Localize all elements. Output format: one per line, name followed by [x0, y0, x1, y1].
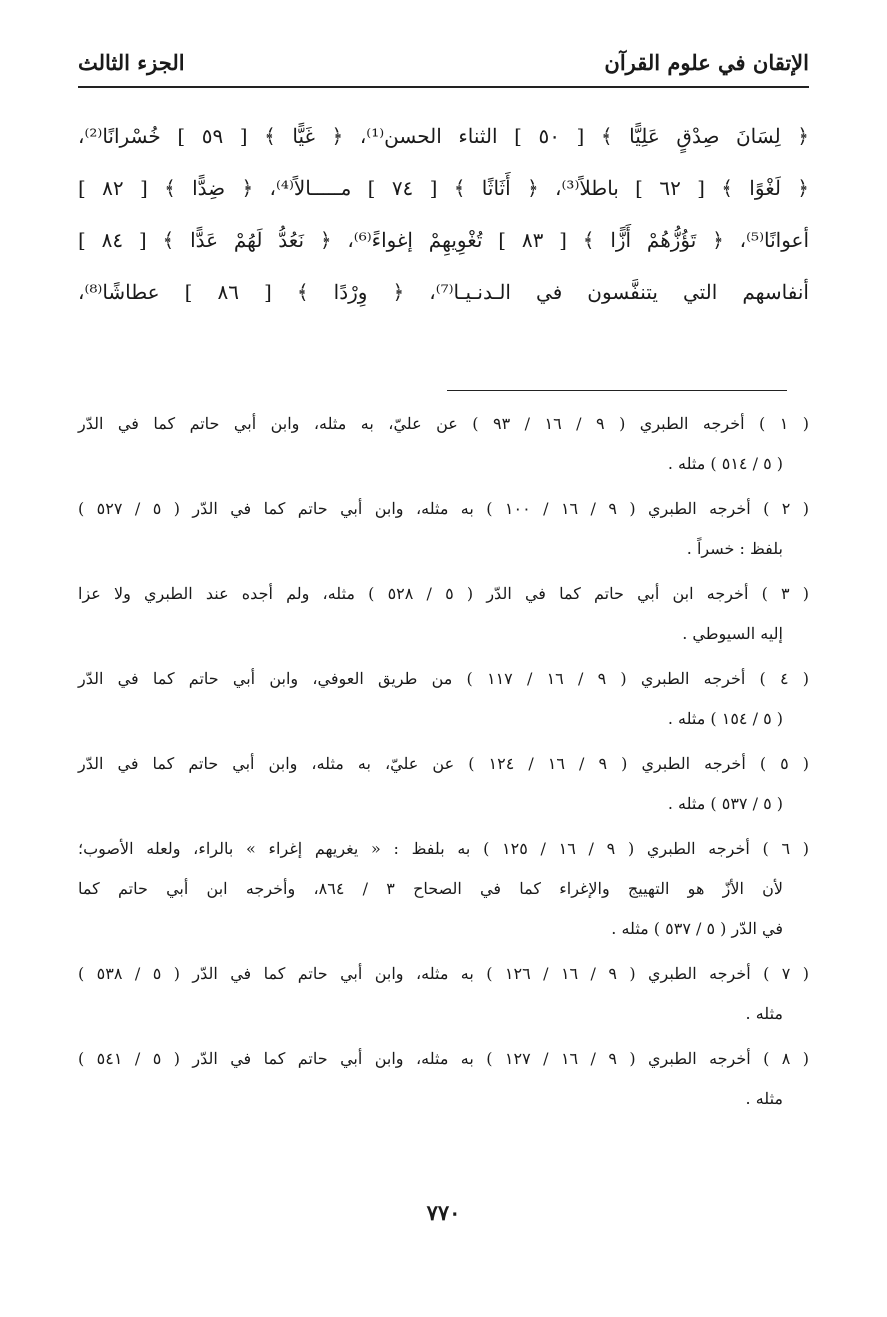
running-header [78, 50, 809, 88]
footnote [78, 954, 809, 1034]
main-text [78, 110, 809, 318]
footnote-line: ( ٨ ) أخرجه الطبري ( ٩ / ١٦ / ١٢٧ ) به مثله، وابن أبي حاتم كما في الدّر ( ٥ / ٥٤١ ) [78, 1049, 810, 1068]
footnote-line: في الدّر ( ٥ / ٥٣٧ ) مثله . [611, 919, 783, 938]
footnote [78, 829, 809, 949]
footnote-line: لأن الأزّ هو التهييج والإغراء كما في الصحاح ٣ / ٨٦٤، وأخرجه ابن أبي حاتم كما [78, 879, 784, 898]
footnote [78, 744, 809, 824]
footnote [78, 1039, 809, 1119]
footnote-line: إليه السيوطي . [682, 624, 783, 643]
footnote-line: ( ٣ ) أخرجه ابن أبي حاتم كما في الدّر ( ٥ / ٥٢٨ ) مثله، ولم أجده عند الطبري ولا عزا [78, 584, 810, 603]
volume-label: الجزء الثالث [78, 50, 185, 75]
text-line: أعوانًا⁽⁵⁾، ﴿ تَؤُزُّهُمْ أَزًّا ﴾ [ ٨٣ ] تُغْوِيهِمْ إغواءً⁽⁶⁾، ﴿ نَعُدُّ لَهُمْ عَدًّا ﴾ [ ٨٤ ] [78, 228, 810, 252]
footnote-line: مثله . [745, 1004, 783, 1023]
footnote-line: ( ٦ ) أخرجه الطبري ( ٩ / ١٦ / ١٢٥ ) به بلفظ : « يغريهم إغراء » بالراء، ولعله الأصوب؛ [78, 839, 810, 858]
footnote-line: ( ١ ) أخرجه الطبري ( ٩ / ١٦ / ٩٣ ) عن عليّ، به مثله، وابن أبي حاتم كما في الدّر [78, 414, 810, 433]
footnote-line: ( ٢ ) أخرجه الطبري ( ٩ / ١٦ / ١٠٠ ) به مثله، وابن أبي حاتم كما في الدّر ( ٥ / ٥٢٧ ) [78, 499, 810, 518]
footnote-line: ( ٥ / ٥١٤ ) مثله . [667, 454, 783, 473]
footnote [78, 574, 809, 654]
footnote-line: بلفظ : خسراً . [686, 539, 783, 558]
footnote-line: ( ٥ / ٥٣٧ ) مثله . [667, 794, 783, 813]
footnote-line: ( ٥ ) أخرجه الطبري ( ٩ / ١٦ / ١٢٤ ) عن عليّ، به مثله، وابن أبي حاتم كما في الدّر [78, 754, 810, 773]
footnote-line: ( ٧ ) أخرجه الطبري ( ٩ / ١٦ / ١٢٦ ) به مثله، وابن أبي حاتم كما في الدّر ( ٥ / ٥٣٨ ) [78, 964, 810, 983]
footnote [78, 489, 809, 569]
footnote-line: ( ٥ / ١٥٤ ) مثله . [667, 709, 783, 728]
page-number: ٧٧٠ [426, 1200, 461, 1225]
text-line: ﴿ لَغْوًا ﴾ [ ٦٢ ] باطلاً⁽³⁾، ﴿ أَثَاثًا ﴾ [ ٧٤ ] مـــــالاً⁽⁴⁾، ﴿ ضِدًّا ﴾ [ ٨٢ ] [78, 176, 809, 200]
footnote [78, 659, 809, 739]
footnotes [78, 404, 809, 1124]
footnote-line: مثله . [745, 1089, 783, 1108]
book-title: الإتقان في علوم القرآن [604, 50, 809, 75]
footnote [78, 404, 809, 484]
text-line: ﴿ لِسَانَ صِدْقٍ عَلِيًّا ﴾ [ ٥٠ ] الثناء الحسن⁽¹⁾، ﴿ غَيًّا ﴾ [ ٥٩ ] خُسْرانًا⁽²⁾، [78, 124, 809, 148]
footnote-line: ( ٤ ) أخرجه الطبري ( ٩ / ١٦ / ١١٧ ) من طريق العوفي، وابن أبي حاتم كما في الدّر [78, 669, 810, 688]
text-line: أنفاسهم التي يتنفَّسون في الـدنـيـا⁽⁷⁾، ﴿ وِرْدًا ﴾ [ ٨٦ ] عطاشًا⁽⁸⁾، [78, 280, 809, 304]
footnote-separator [447, 390, 787, 391]
